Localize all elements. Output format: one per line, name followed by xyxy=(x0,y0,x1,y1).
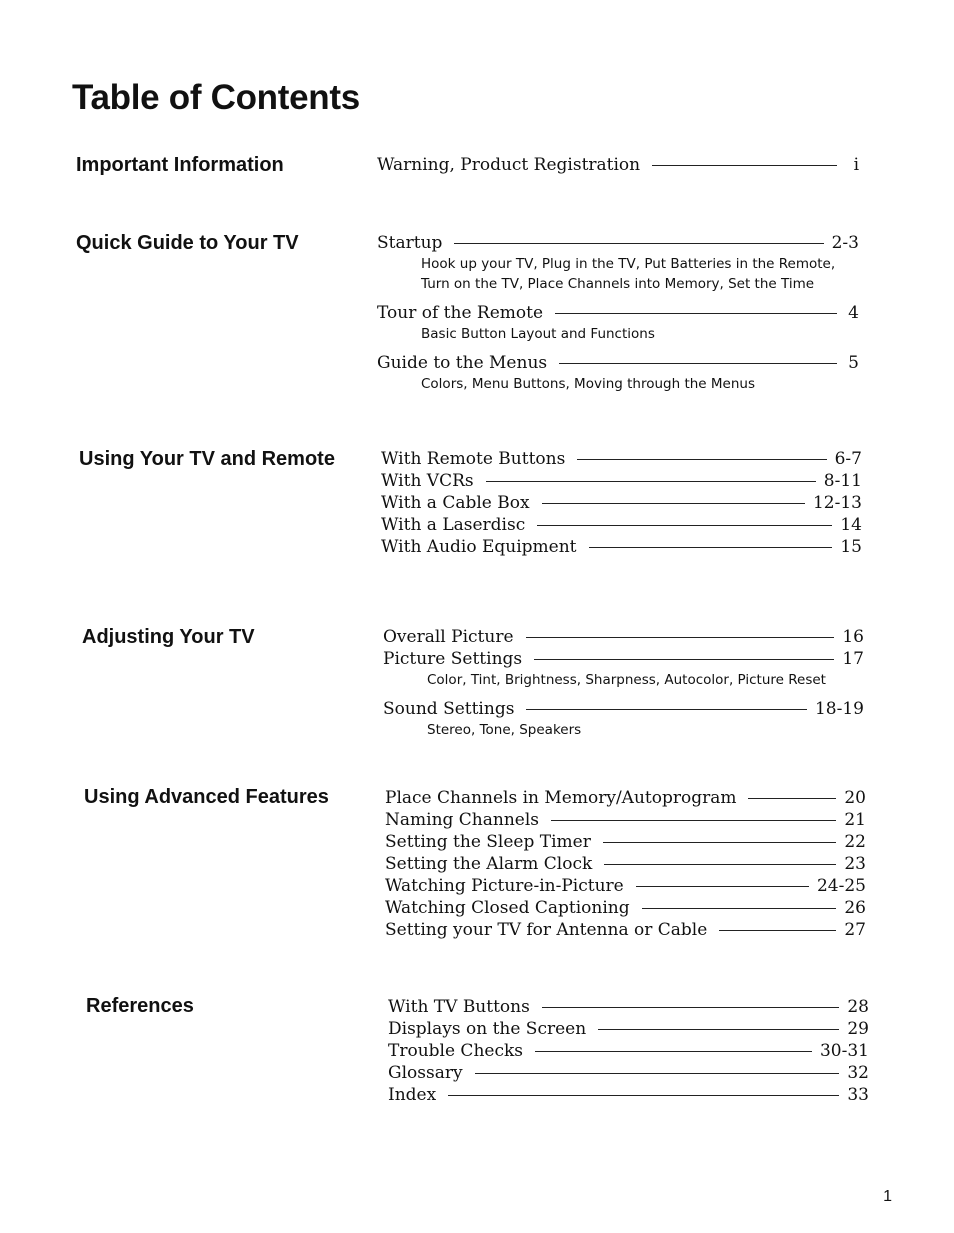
entry-title: Startup xyxy=(377,233,443,253)
entry-page: 33 xyxy=(847,1085,869,1105)
entry-title: With TV Buttons xyxy=(388,997,530,1017)
leader-line xyxy=(448,1095,839,1096)
section-entries xyxy=(388,996,869,1106)
entry-page: 8-11 xyxy=(823,471,862,491)
section-heading: Using Your TV and Remote xyxy=(79,448,335,470)
entry-title: Warning, Product Registration xyxy=(377,155,641,175)
entry-page: 28 xyxy=(847,997,869,1017)
section-heading: References xyxy=(86,995,194,1017)
entry-page: 2-3 xyxy=(831,233,859,253)
leader-line xyxy=(454,243,823,244)
entry-page: 15 xyxy=(840,537,862,557)
leader-line xyxy=(748,798,836,799)
entry-description: Stereo, Tone, Speakers xyxy=(427,722,582,738)
entry-title: Glossary xyxy=(388,1063,463,1083)
entry-title: Trouble Checks xyxy=(388,1041,523,1061)
entry-page: 30-31 xyxy=(819,1041,869,1061)
toc-entry[interactable] xyxy=(383,626,864,648)
page-title: Table of Contents xyxy=(72,78,360,117)
leader-line xyxy=(535,1051,812,1052)
leader-line xyxy=(603,842,837,843)
entry-title: Naming Channels xyxy=(385,810,540,830)
leader-line xyxy=(526,709,807,710)
entry-description: Colors, Menu Buttons, Moving through the Menus xyxy=(421,376,755,392)
entry-title: Sound Settings xyxy=(383,699,515,719)
entry-title: Picture Settings xyxy=(383,649,523,669)
entry-description: Turn on the TV, Place Channels into Memory, Set the Time xyxy=(421,276,815,292)
entry-title: Overall Picture xyxy=(383,627,514,647)
leader-line xyxy=(542,503,805,504)
toc-entry[interactable] xyxy=(381,536,862,558)
toc-entry[interactable] xyxy=(383,648,864,670)
toc-entry[interactable] xyxy=(385,853,866,875)
toc-entry[interactable] xyxy=(381,492,862,514)
section-entries xyxy=(377,232,859,402)
leader-line xyxy=(559,363,837,364)
toc-entry[interactable] xyxy=(381,470,862,492)
entry-title: Watching Closed Captioning xyxy=(385,898,630,918)
leader-line xyxy=(719,930,836,931)
entry-title: With a Cable Box xyxy=(381,493,530,513)
entry-page: 14 xyxy=(840,515,862,535)
toc-entry[interactable] xyxy=(388,1040,869,1062)
section-heading: Using Advanced Features xyxy=(84,786,329,808)
entry-page: 29 xyxy=(847,1019,869,1039)
section-heading: Important Information xyxy=(76,154,284,176)
entry-page: 16 xyxy=(842,627,864,647)
toc-entry[interactable] xyxy=(385,919,866,941)
toc-entry[interactable] xyxy=(381,514,862,536)
toc-entry[interactable] xyxy=(385,809,866,831)
entry-page: 6-7 xyxy=(834,449,862,469)
toc-entry[interactable] xyxy=(388,996,869,1018)
entry-page: i xyxy=(853,155,859,175)
entry-page: 24-25 xyxy=(816,876,866,896)
toc-entry[interactable] xyxy=(385,875,866,897)
entry-title: With Audio Equipment xyxy=(381,537,577,557)
entry-title: Displays on the Screen xyxy=(388,1019,587,1039)
toc-entry[interactable] xyxy=(385,897,866,919)
entry-page: 4 xyxy=(848,303,859,323)
page-number: 1 xyxy=(883,1188,892,1205)
toc-entry[interactable] xyxy=(377,154,859,176)
toc-entry[interactable] xyxy=(383,698,864,720)
entry-title: Index xyxy=(388,1085,437,1105)
entry-title: Setting the Alarm Clock xyxy=(385,854,593,874)
section-heading: Quick Guide to Your TV xyxy=(76,232,299,254)
toc-entry[interactable] xyxy=(388,1018,869,1040)
entry-page: 23 xyxy=(844,854,866,874)
leader-line xyxy=(526,637,835,638)
entry-title: With Remote Buttons xyxy=(381,449,566,469)
entry-description: Color, Tint, Brightness, Sharpness, Autocolor, Picture Reset xyxy=(427,672,826,688)
entry-page: 5 xyxy=(848,353,859,373)
entry-title: With VCRs xyxy=(381,471,474,491)
section-entries xyxy=(381,448,862,558)
entry-page: 27 xyxy=(844,920,866,940)
entry-page: 32 xyxy=(847,1063,869,1083)
entry-page: 21 xyxy=(844,810,866,830)
leader-line xyxy=(486,481,816,482)
entry-page: 17 xyxy=(842,649,864,669)
toc-entry[interactable] xyxy=(377,232,859,254)
entry-page: 26 xyxy=(844,898,866,918)
leader-line xyxy=(598,1029,839,1030)
leader-line xyxy=(604,864,836,865)
leader-line xyxy=(551,820,836,821)
toc-entry[interactable] xyxy=(385,787,866,809)
leader-line xyxy=(577,459,826,460)
entry-title: Tour of the Remote xyxy=(377,303,544,323)
leader-line xyxy=(475,1073,840,1074)
leader-line xyxy=(555,313,837,314)
leader-line xyxy=(537,525,832,526)
entry-title: With a Laserdisc xyxy=(381,515,526,535)
section-entries xyxy=(377,154,859,176)
leader-line xyxy=(652,165,837,166)
leader-line xyxy=(636,886,809,887)
toc-entry[interactable] xyxy=(377,302,859,324)
leader-line xyxy=(542,1007,840,1008)
entry-title: Watching Picture-in-Picture xyxy=(385,876,624,896)
leader-line xyxy=(642,908,837,909)
toc-entry[interactable] xyxy=(377,352,859,374)
entry-title: Guide to the Menus xyxy=(377,353,548,373)
section-entries xyxy=(383,626,864,748)
entry-title: Setting your TV for Antenna or Cable xyxy=(385,920,708,940)
section-heading: Adjusting Your TV xyxy=(82,626,255,648)
entry-title: Setting the Sleep Timer xyxy=(385,832,591,852)
toc-entry[interactable] xyxy=(388,1084,869,1106)
entry-description: Hook up your TV, Plug in the TV, Put Batteries in the Remote, xyxy=(421,256,836,272)
entry-title: Place Channels in Memory/Autoprogram xyxy=(385,788,737,808)
entry-page: 20 xyxy=(844,788,866,808)
entry-page: 22 xyxy=(844,832,866,852)
section-entries xyxy=(385,787,866,941)
entry-page: 12-13 xyxy=(812,493,862,513)
leader-line xyxy=(589,547,833,548)
toc-entry[interactable] xyxy=(385,831,866,853)
toc-entry[interactable] xyxy=(388,1062,869,1084)
entry-description: Basic Button Layout and Functions xyxy=(421,326,655,342)
entry-page: 18-19 xyxy=(814,699,864,719)
leader-line xyxy=(534,659,834,660)
toc-entry[interactable] xyxy=(381,448,862,470)
